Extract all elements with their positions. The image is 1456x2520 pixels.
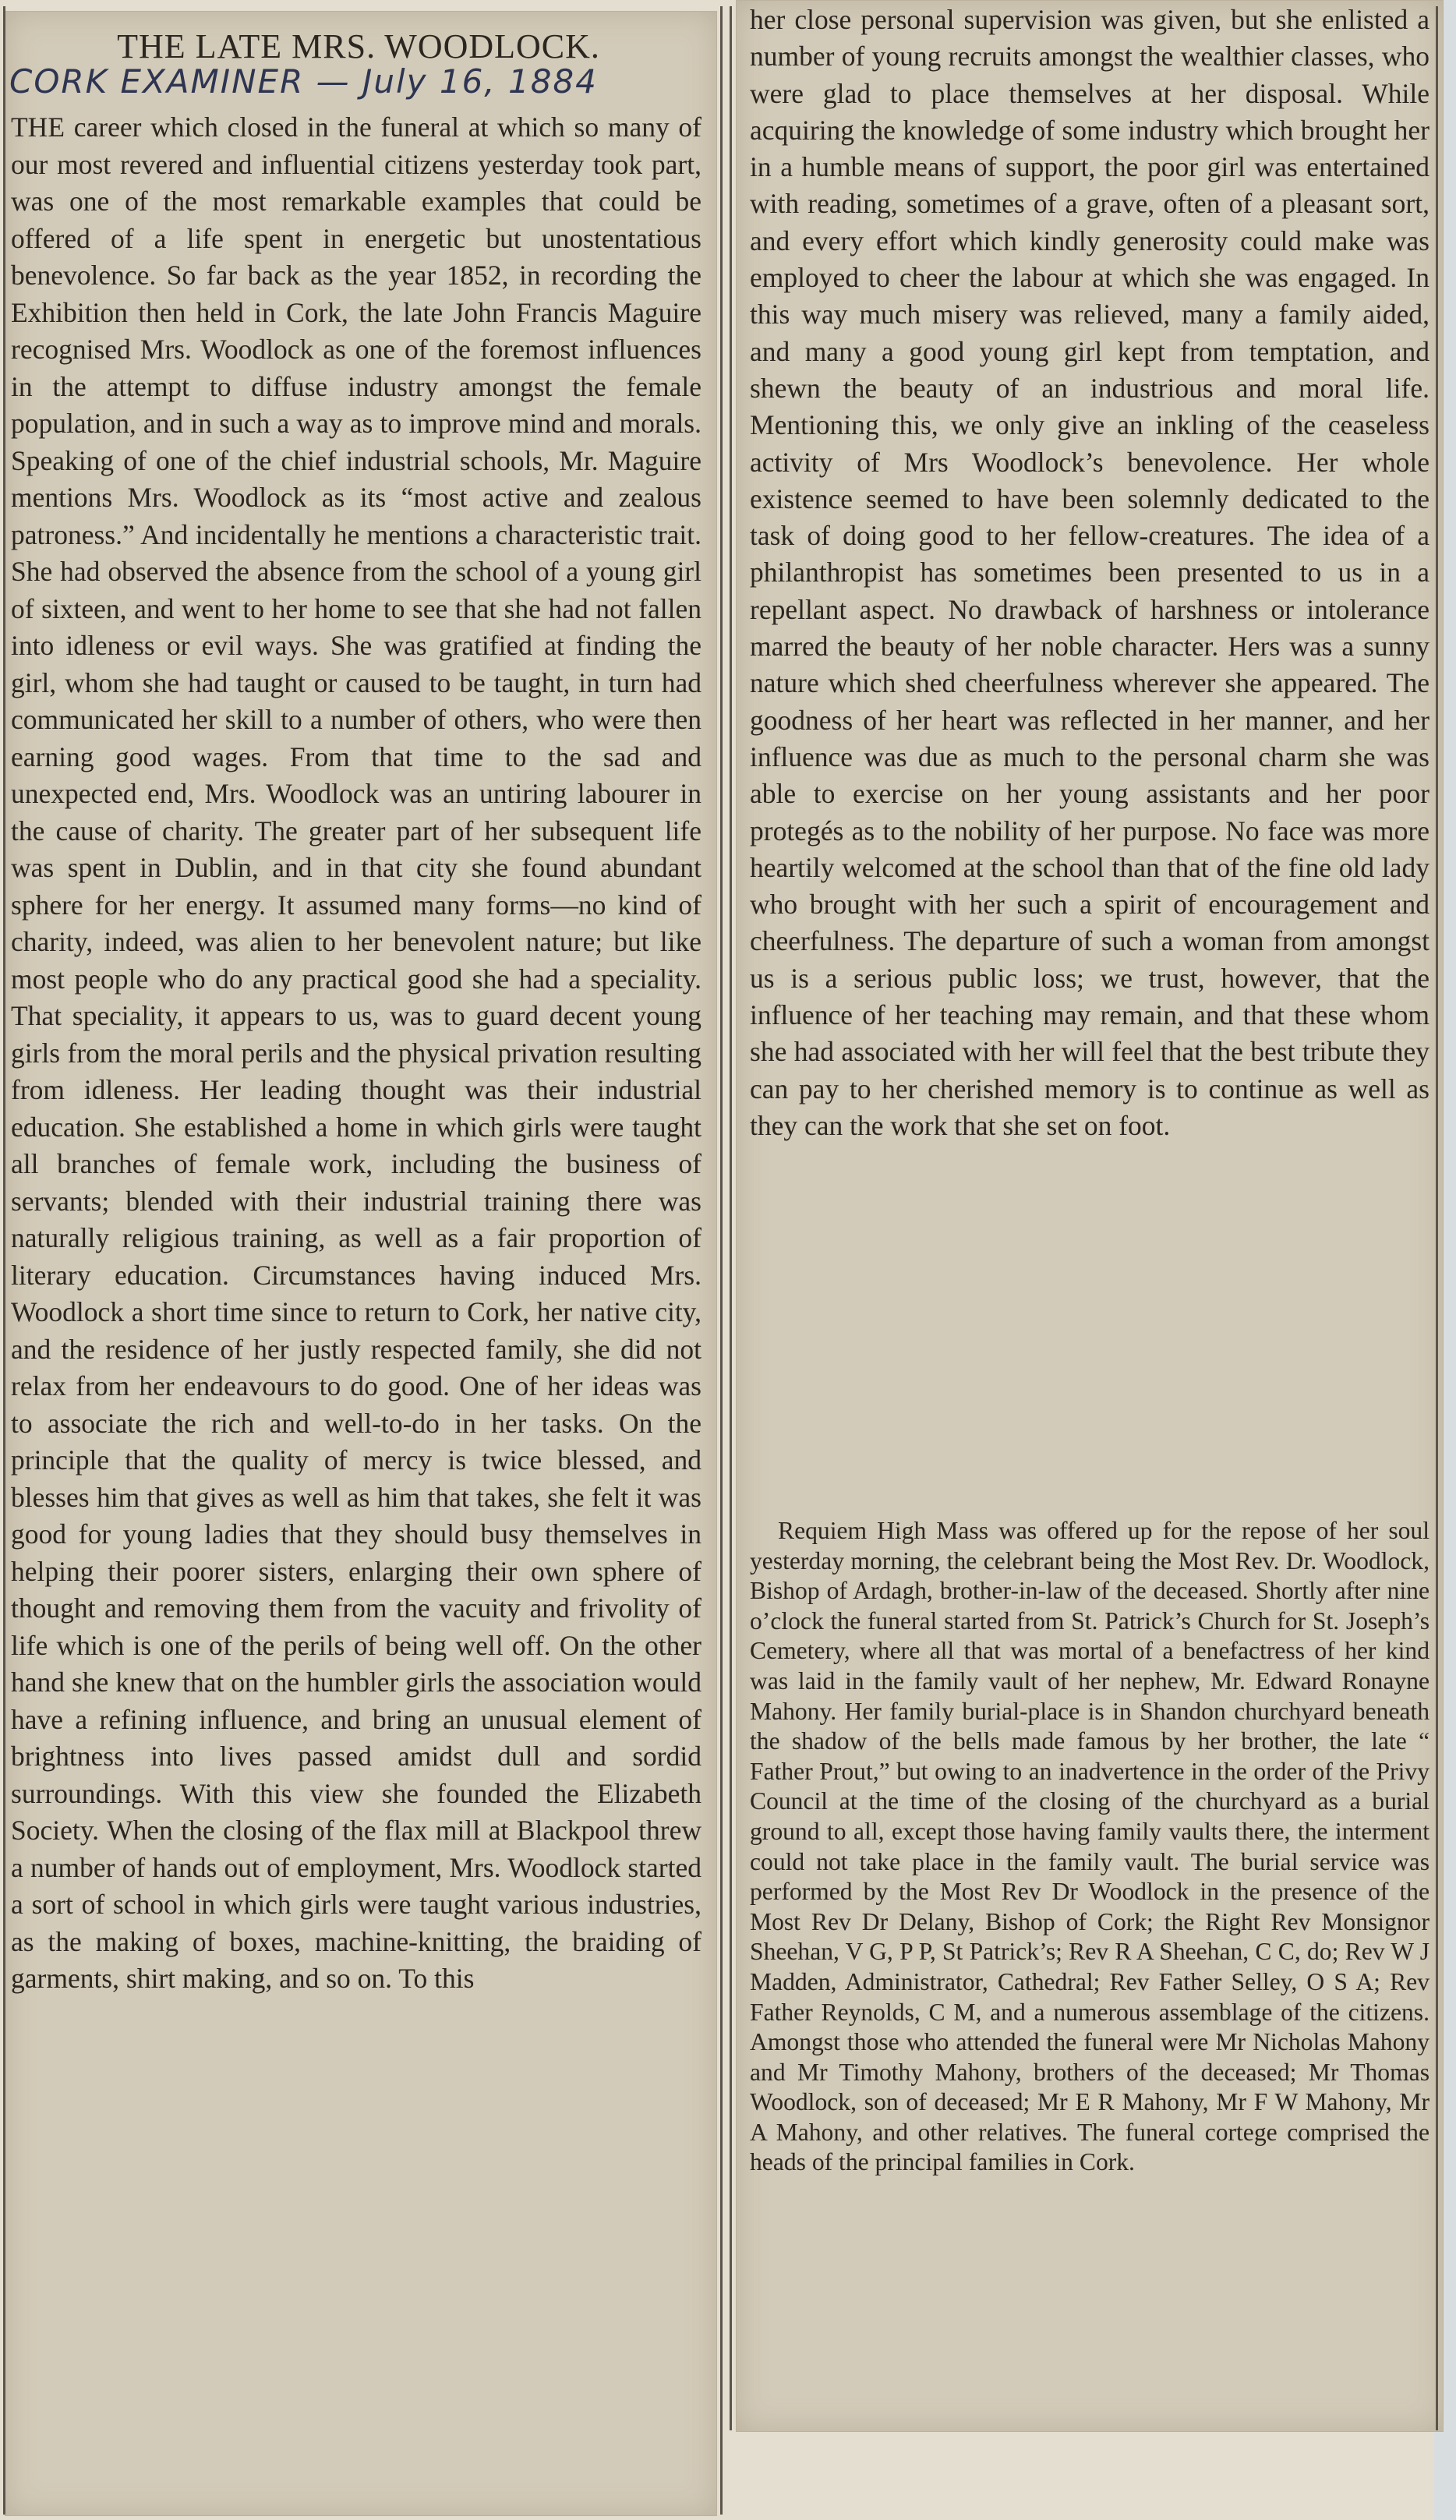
column-rule [720, 6, 723, 2515]
article-body-left [11, 109, 701, 1998]
paragraph-career-continued: her close personal supervision was given, but she enlisted a number of young recruits amongst the wealthier classes, who were glad to place themselves at her disposal. While acquiring the knowledge of some industry which brought her in a humble means of support, the poor girl was entertained with reading, sometimes of a grave, often of a pleasant sort, and every effort which kindly generosity could make was employed to cheer the labour at which she was engaged. In this way much misery was relieved, many a family aided, and many a good young girl kept from temptation, and shewn the beauty of an industrious and moral life. Mentioning this, we only give an inkling of the ceaseless activity of Mrs Woodlock’s benevolence. Her whole existence seemed to have been solemnly dedicated to the task of doing good to her fellow-creatures. The idea of a philanthropist has sometimes been presented to us in a repellant aspect. No drawback of harshness or intolerance marred the beauty of her noble character. Hers was a sunny nature which shed cheerfulness wherever she appeared. The goodness of her heart was reflected in her manner, and her influence was due as much to the personal charm she was able to exercise on her young assistants and her poor protegés as to the nobility of her purpose. No face was more heartily welcomed at the school than that of the fine old lady who brought with her such a spirit of encouragement and cheerfulness. The departure of such a woman from amongst us is a serious public loss; we trust, however, that the influence of her teaching may remain, and that these whom she had associated with her will feel that the best tribute they can pay to her cherished memory is to continue as well as they can the work that she set on foot. [750, 4, 1429, 1141]
article-body-right-top [750, 2, 1429, 1144]
column-rule [730, 6, 732, 2430]
article-headline: THE LATE MRS. WOODLOCK. [117, 27, 600, 65]
paragraph-career: THE career which closed in the funeral at which so many of our most revered and influential citizens yesterday took part, was one of the most remarkable examples that could be offered of a life spent in energetic but unostentatious benevolence. So far back as the year 1852, in recording the Exhibition then held in Cork, the late John Francis Maguire recognised Mrs. Woodlock as one of the foremost influences in the attempt to diffuse industry amongst the female population, and in such a way as to improve mind and morals. Speaking of one of the chief industrial schools, Mr. Maguire mentions Mrs. Woodlock as its “most active and zealous patroness.” And incidentally he mentions a characteristic trait. She had observed the absence from the school of a young girl of sixteen, and went to her home to see that she had not fallen into idleness or evil ways. She was gratified at finding the girl, whom she had taught or caused to be taught, in turn had communicated her skill to a number of others, who were then earning good wages. From that time to the sad and unexpected end, Mrs. Woodlock was an untiring labourer in the cause of charity. The greater part of her subsequent life was spent in Dublin, and in that city she found abundant sphere for her energy. It assumed many forms—no kind of charity, indeed, was alien to her benevolent nature; but like most people who do any practical good she had a speciality. That speciality, it appears to us, was to guard decent young girls from the moral perils and the physical privation resulting from idleness. Her leading thought was their industrial education. She established a home in which girls were taught all branches of female work, including the business of servants; blended with their industrial training there was naturally religious training, as well as a fair proportion of literary education. Circumstances having induced Mrs. Woodlock a short time since to return to Cork, her native city, and the residence of her justly respected family, she did not relax from her endeavours to do good. One of her ideas was to associate the rich and well-to-do in her tasks. On the principle that the quality of mercy is twice blessed, and blesses him that gives as well as him that takes, she felt it was good for young ladies that they should busy themselves in helping their poorer sisters, enlarging their own sphere of thought and removing them from the vacuity and frivolity of life which is one of the perils of being well off. On the other hand she knew that on the humbler girls the association would have a refining influence, and bring an unusual element of brightness into lives passed amidst dull and sordid surroundings. With this view she founded the Elizabeth Society. When the closing of the flax mill at Blackpool threw a number of hands out of employment, Mrs. Woodlock started a sort of school in which girls were taught various industries, as the making of boxes, machine-knitting, the braiding of garments, shirt making, and so on. To this [11, 111, 701, 1994]
handwritten-source-note: CORK EXAMINER — July 16, 1884 [9, 62, 598, 101]
column-rule [3, 6, 5, 2515]
article-body-right-bottom [750, 1516, 1429, 2178]
column-rule [1436, 6, 1438, 2430]
paragraph-funeral: Requiem High Mass was offered up for the repose of her soul yesterday morning, the celebrant being the Most Rev. Dr. Woodlock, Bishop of Ardagh, brother-in-law of the deceased. Shortly after nine o’clock the funeral started from St. Patrick’s Church for St. Joseph’s Cemetery, where all that was mortal of a benefactress of her kind was laid in the family vault of her nephew, Mr. Edward Ronayne Mahony. Her family burial-place is in Shandon churchyard beneath the shadow of the bells made famous by her brother, the late “ Father Prout,” but owing to an inadvertence in the order of the Privy Council at the time of the closing of the churchyard as a burial ground to all, except those having family vaults there, the interment could not take place in the family vault. The burial service was performed by the Most Rev Dr Woodlock in the presence of the Most Rev Dr Delany, Bishop of Cork; the Right Rev Monsignor Sheehan, V G, P P, St Patrick’s; Rev R A Sheehan, C C, do; Rev W J Madden, Administrator, Cathedral; Rev Father Selley, O S A; Rev Father Reynolds, C M, and a numerous assemblage of the citizens. Amongst those who attended the funeral were Mr Nicholas Mahony and Mr Timothy Mahony, brothers of the deceased; Mr Thomas Woodlock, son of deceased; Mr E R Mahony, Mr F W Mahony, Mr A Mahony, and other relatives. The funeral cortege comprised the heads of the principal families in Cork. [750, 1517, 1429, 2176]
